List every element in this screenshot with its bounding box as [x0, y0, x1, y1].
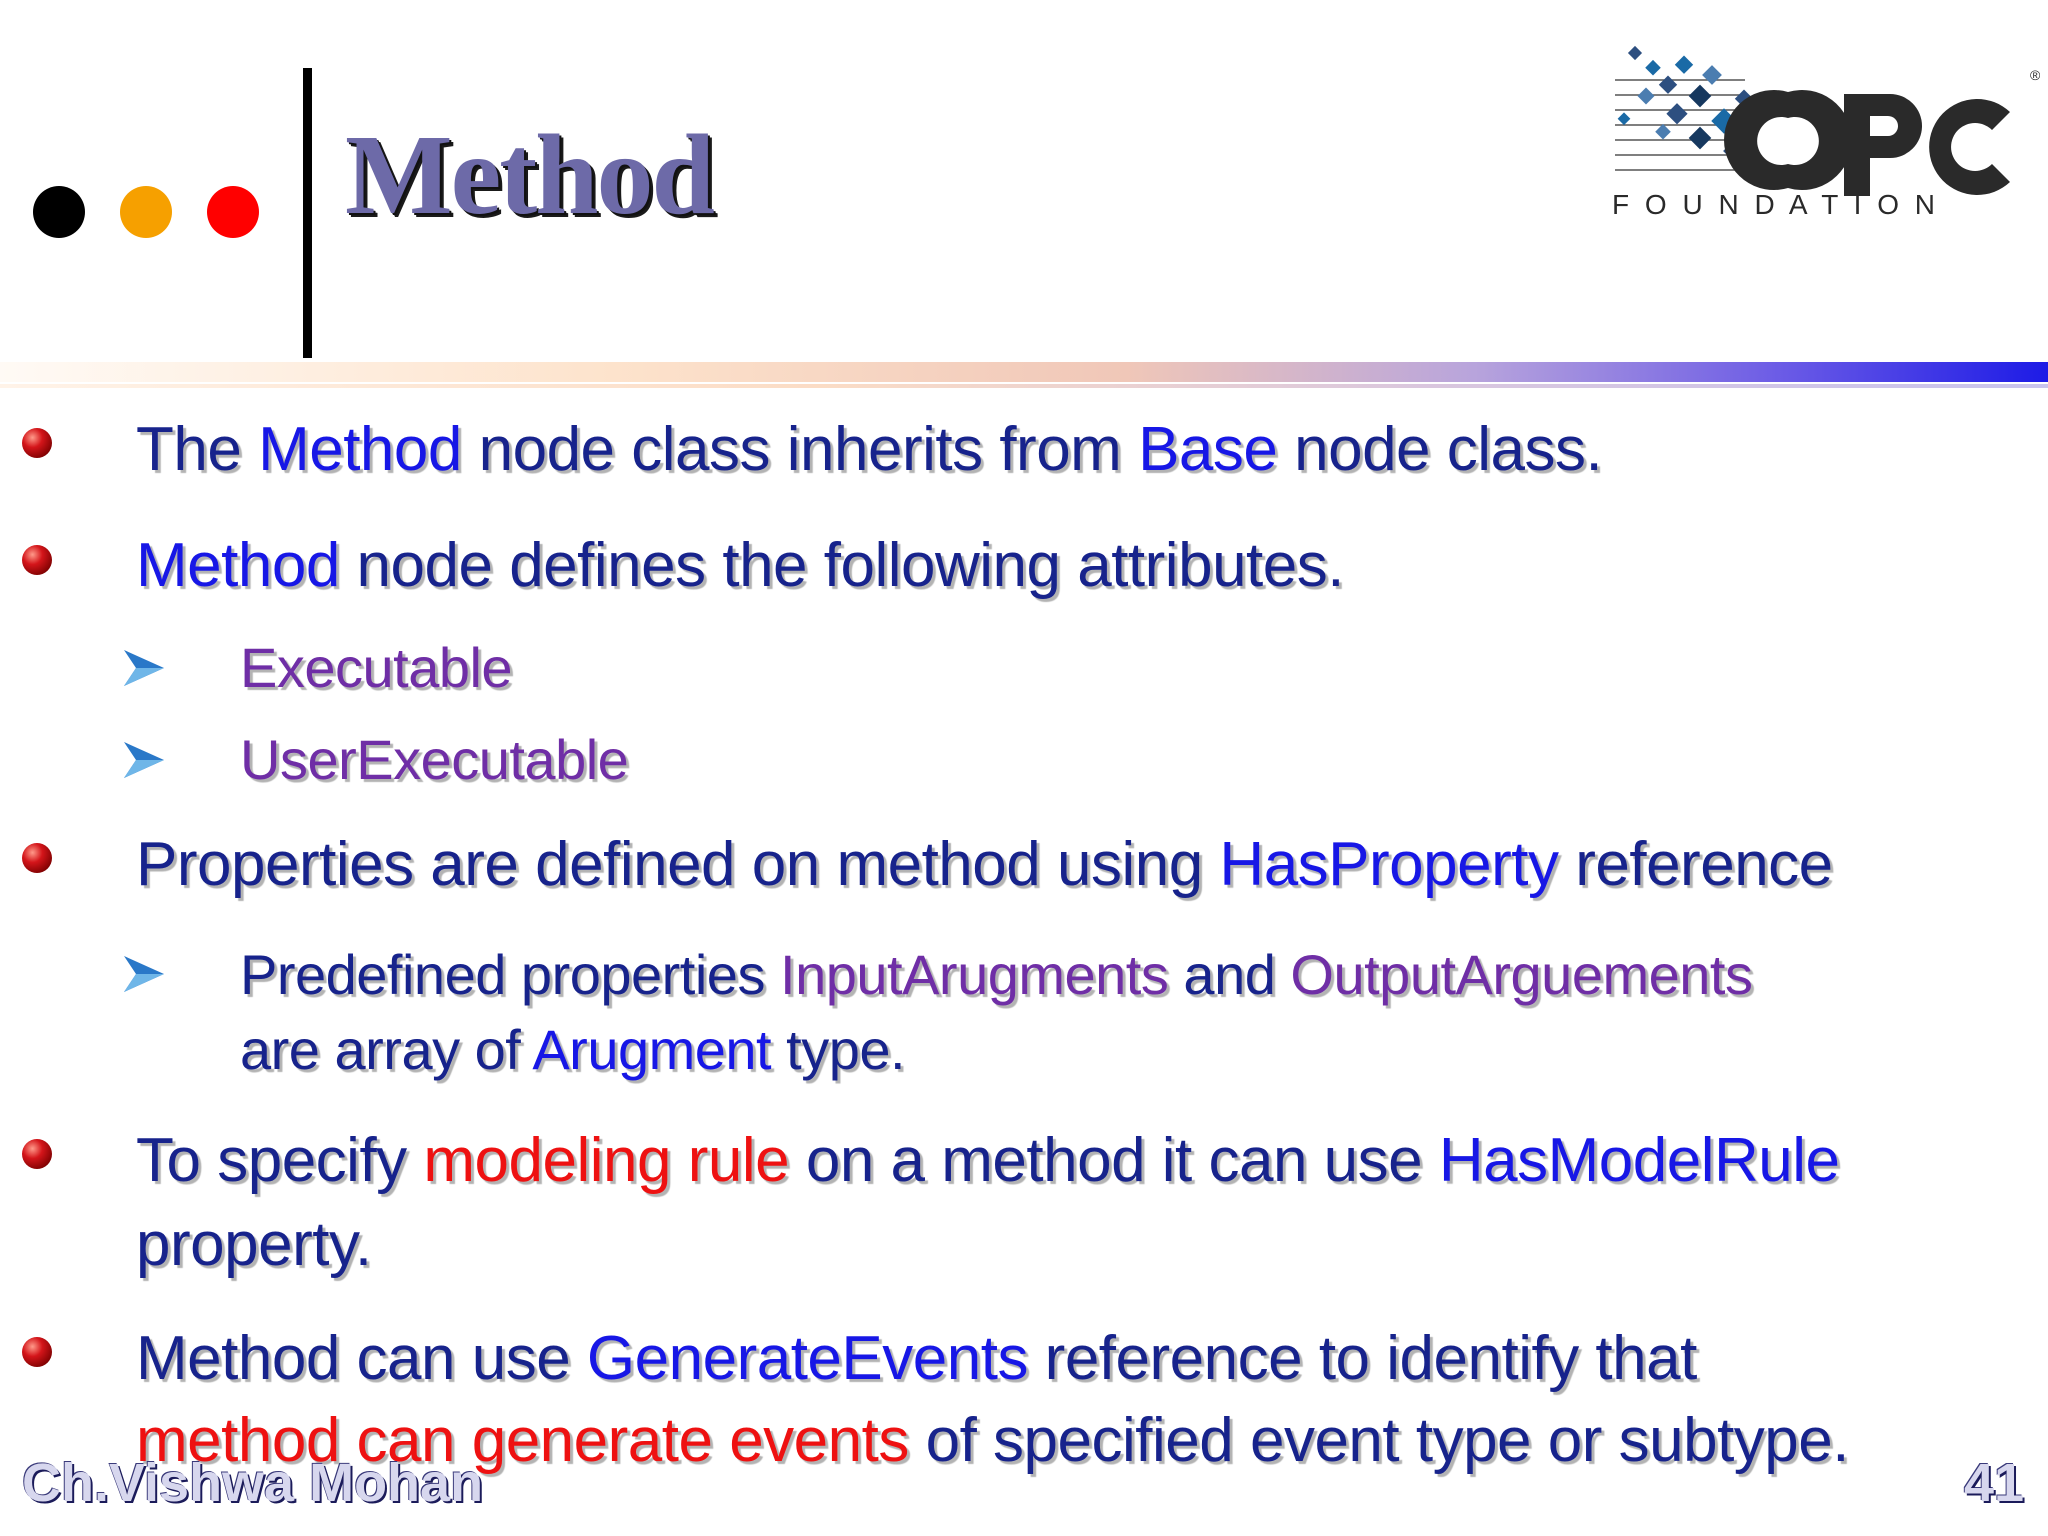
- chevron-arrow-bullet-icon: [122, 648, 166, 688]
- red-ball-bullet-icon: [22, 843, 52, 873]
- bullet-text-3: Properties are defined on method using HasProperty reference: [136, 830, 1833, 899]
- orange-dot-icon: [120, 186, 172, 238]
- bullet-text-1: The Method node class inherits from Base node class.: [136, 415, 1603, 484]
- bullet-text-5-line1: Method can use GenerateEvents reference to identify that: [136, 1324, 1697, 1393]
- red-ball-bullet-icon: [22, 545, 52, 575]
- sub-bullet-predefined-line2: are array of Arugment type.: [240, 1018, 906, 1081]
- sub-bullet-executable: Executable: [240, 636, 513, 699]
- bullet-text-2: Method node defines the following attributes.: [136, 531, 1344, 600]
- title-divider: [303, 68, 312, 358]
- red-dot-icon: [207, 186, 259, 238]
- title-rule: [0, 362, 2048, 382]
- chevron-arrow-bullet-icon: [122, 740, 166, 780]
- red-ball-bullet-icon: [22, 428, 52, 458]
- footer-author: Ch.Vishwa Mohan: [22, 1453, 484, 1513]
- bullet-text-4-line1: To specify modeling rule on a method it can use HasModelRule: [136, 1126, 1840, 1195]
- registered-mark: ®: [2030, 67, 2040, 83]
- footer-page-number: 41: [1964, 1453, 2025, 1513]
- red-ball-bullet-icon: [22, 1337, 52, 1367]
- sub-bullet-userexecutable: UserExecutable: [240, 728, 629, 791]
- red-ball-bullet-icon: [22, 1139, 52, 1169]
- bullet-text-4-line2: property.: [136, 1210, 372, 1279]
- bullet-text-5-line2: method can generate events of specified event type or subtype.: [136, 1406, 1849, 1475]
- title-rule-shadow: [0, 384, 2048, 388]
- chevron-arrow-bullet-icon: [122, 954, 166, 994]
- black-dot-icon: [33, 186, 85, 238]
- opc-foundation-logo: [1600, 40, 2040, 230]
- slide-title: Method: [345, 111, 713, 238]
- sub-bullet-predefined-line1: Predefined properties InputArugments and OutputArguements: [240, 943, 1753, 1006]
- logo-subtitle: F O U N D A T I O N: [1612, 189, 1940, 220]
